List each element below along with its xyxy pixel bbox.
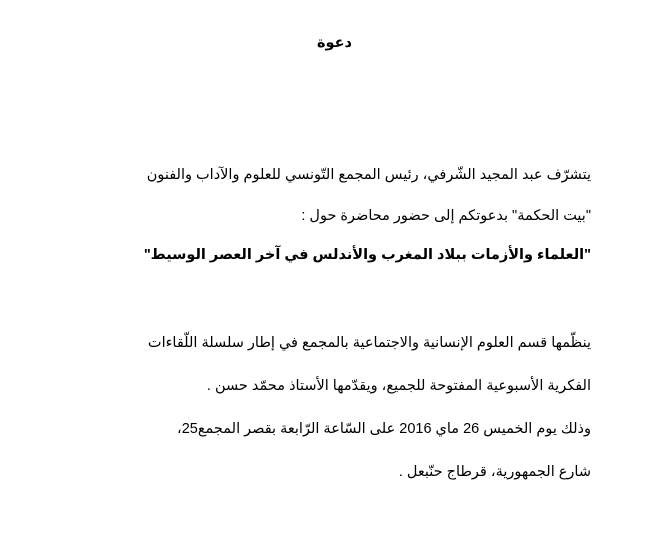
invitation-line-institution: "بيت الحكمة" بدعوتكم إلى حضور محاضرة حول : bbox=[301, 208, 591, 224]
lecture-title: "العلماء والأزمات ببلاد المغرب والأندلس في آخر العصر الوسيط" bbox=[143, 247, 591, 263]
presenter-line: الفكرية الأسبوعية المفتوحة للجميع، ويقدّمها الأستاذ محمّد حسن . bbox=[206, 378, 591, 394]
address-line: شارع الجمهورية، قرطاج حنّبعل . bbox=[398, 464, 591, 480]
date-time-line: وذلك يوم الخميس 26 ماي 2016 على السّاعة الرّابعة بقصر المجمع25، bbox=[177, 421, 591, 437]
page-title: دعوة bbox=[317, 35, 352, 51]
invitation-line-host: يتشرّف عبد المجيد الشّرفي، رئيس المجمع التّونسي للعلوم والآداب والفنون bbox=[146, 167, 591, 183]
organizer-line: ينظّمها قسم العلوم الإنسانية والاجتماعية بالمجمع في إطار سلسلة اللّقاءات bbox=[147, 335, 591, 351]
